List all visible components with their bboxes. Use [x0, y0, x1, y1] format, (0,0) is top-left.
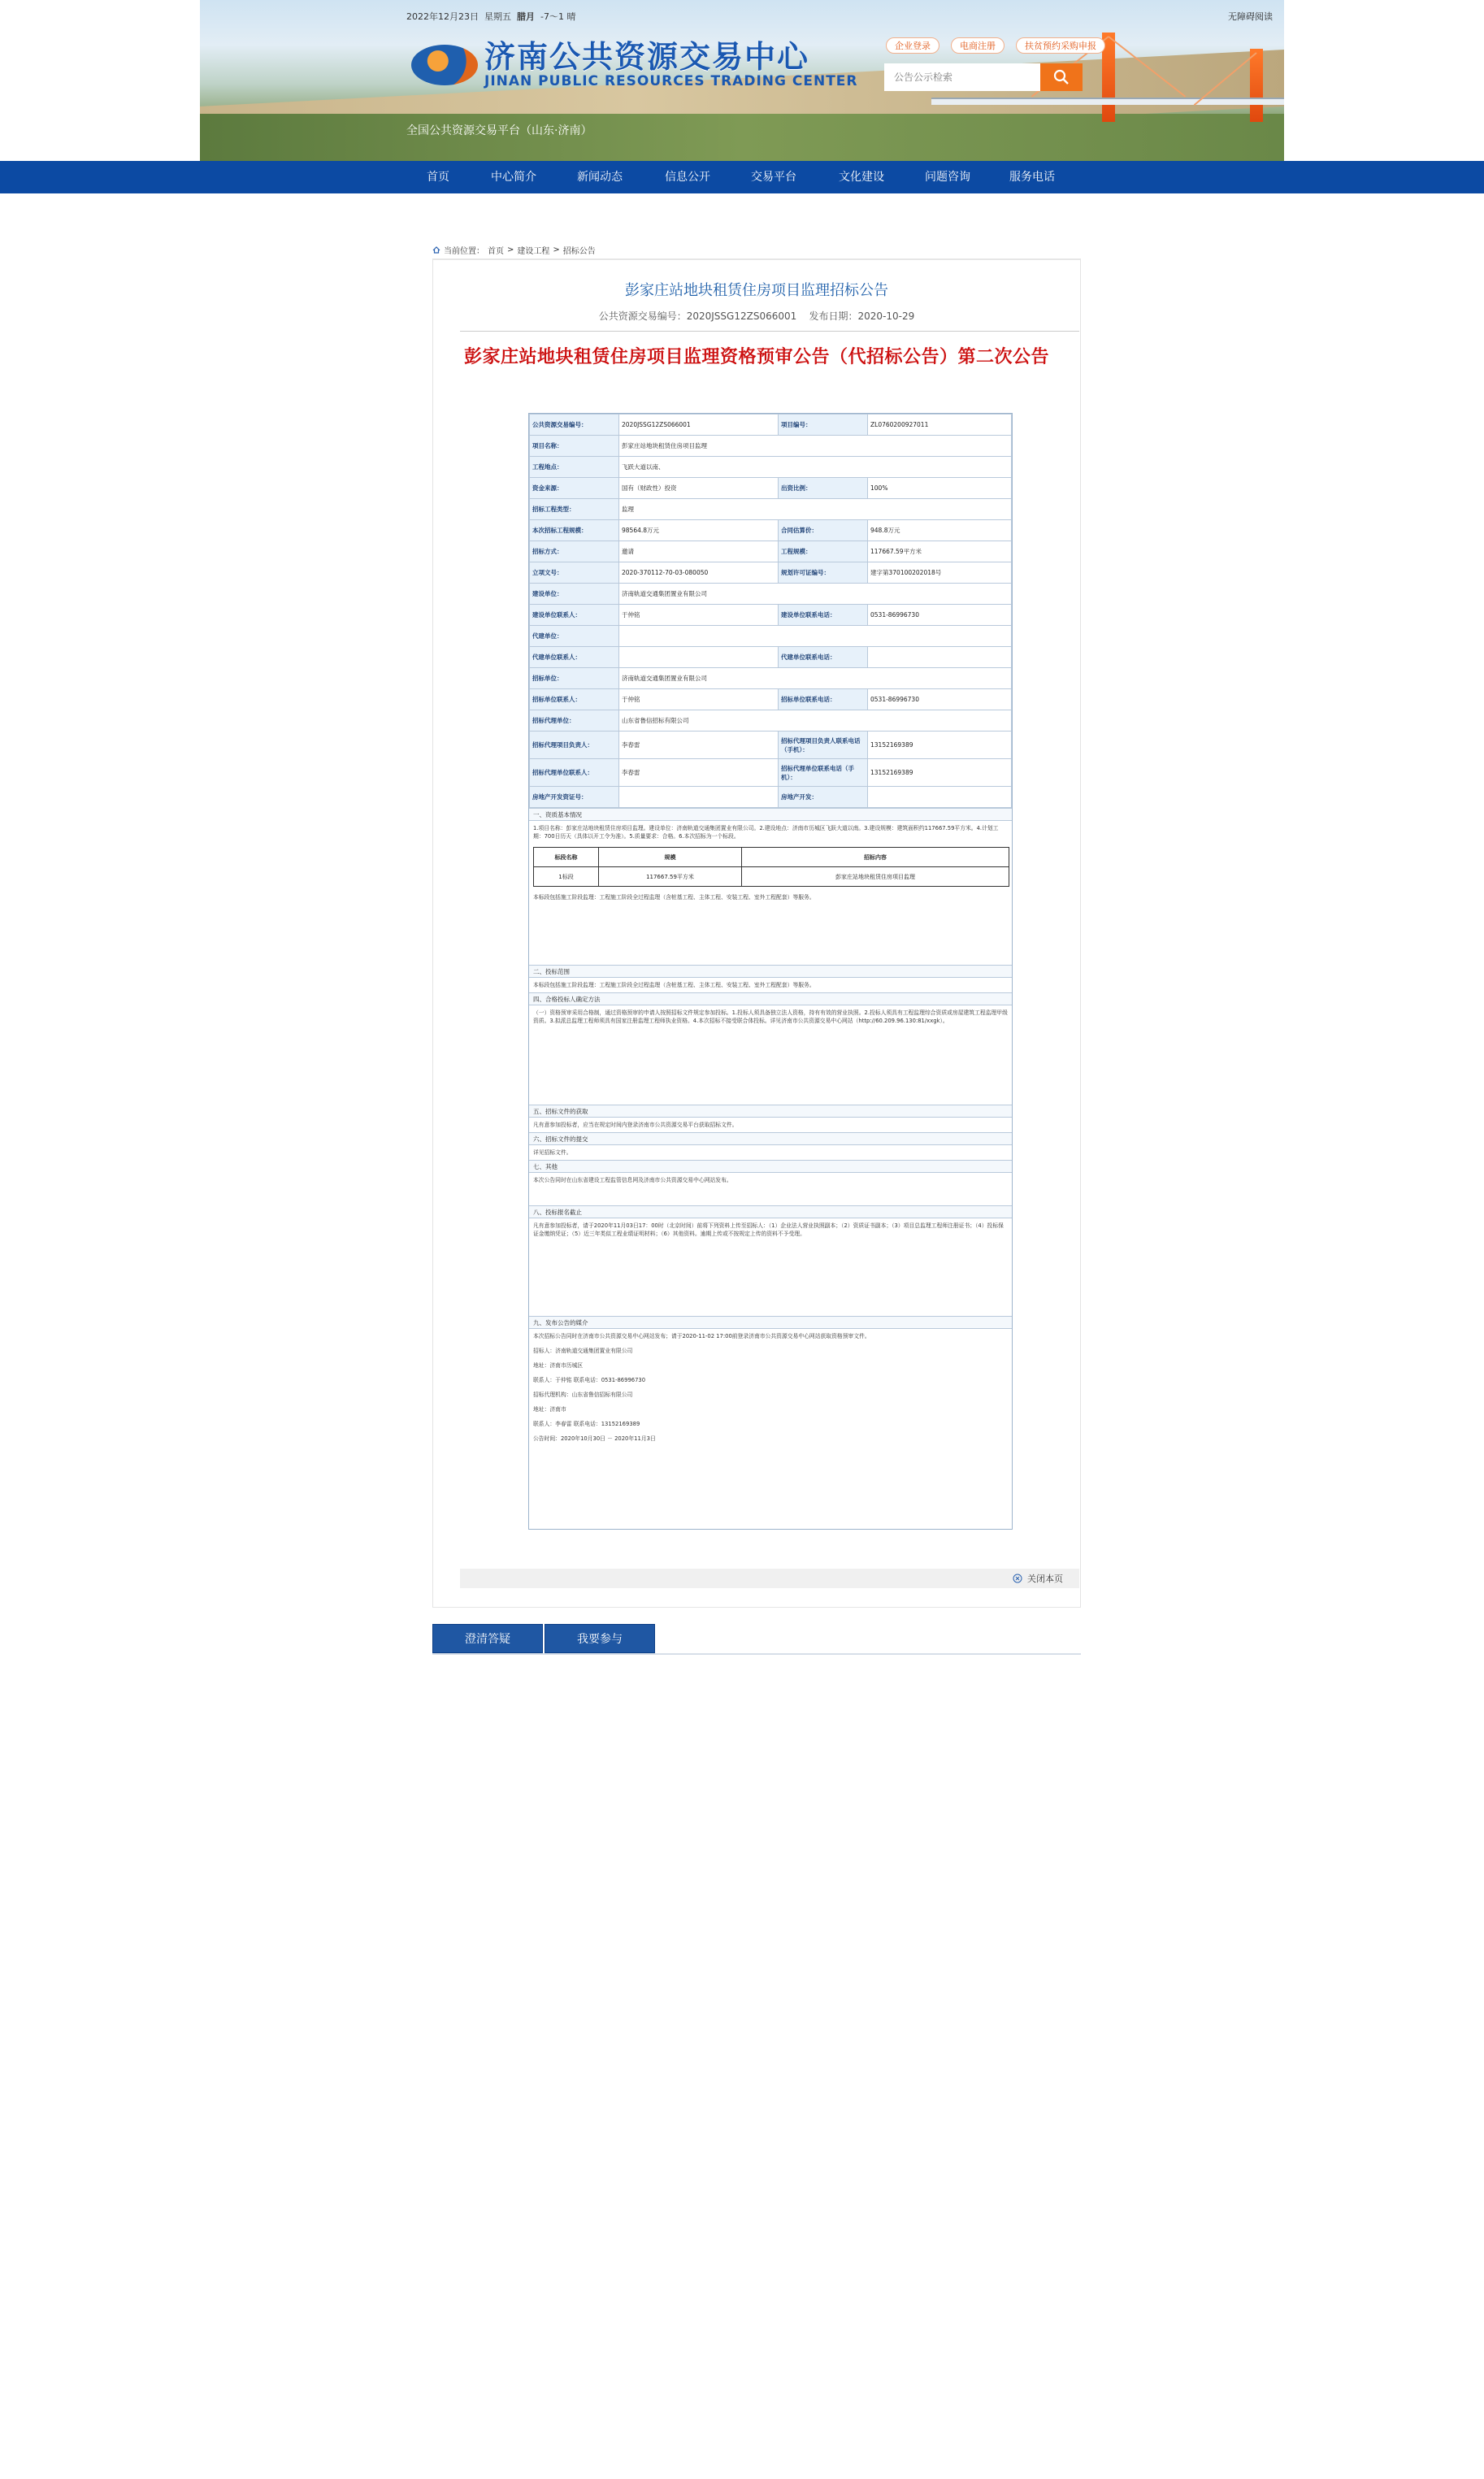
lot-table-cell: 1标段 [534, 867, 599, 887]
info-key: 出资比例： [779, 478, 868, 499]
meta-code: 2020JSSG12ZS066001 [686, 310, 797, 322]
info-value: 飞跃大道以南、 [619, 457, 1012, 478]
section-text: 本标段包括施工阶段监理：工程施工阶段全过程监理（含桩基工程、主体工程、安装工程、室外工程配套）等服务。 [533, 982, 815, 988]
info-key: 招标单位联系人： [530, 689, 619, 710]
search-box [884, 63, 1083, 91]
section-heading: 五、招标文件的获取 [529, 1105, 1012, 1118]
title-divider [460, 331, 1079, 332]
slogan: 全国公共资源交易平台（山东·济南） [406, 124, 592, 137]
contact-line: 地址：济南市 [533, 1406, 566, 1413]
info-value: 山东省鲁信招标有限公司 [619, 710, 1012, 732]
info-key: 资金来源： [530, 478, 619, 499]
logo-title-en: JINAN PUBLIC RESOURCES TRADING CENTER [484, 73, 858, 89]
info-row [530, 584, 1012, 605]
weather-text: -7～1 晴 [540, 11, 576, 22]
info-key: 建设单位联系人： [530, 605, 619, 626]
info-row [530, 732, 1012, 759]
info-row [530, 710, 1012, 732]
info-key: 招标单位： [530, 668, 619, 689]
logo-mark-icon [411, 45, 478, 85]
info-value: ZL0760200927011 [868, 415, 1012, 436]
close-bar [460, 1569, 1079, 1588]
close-icon [1013, 1574, 1022, 1583]
section-text: 1.项目名称：彭家庄站地块租赁住房项目监理。建设单位：济南轨道交通集团置业有限公司。2.建设地点：济南市历城区飞跃大道以南。3.建设规模：建筑面积约117667.59平方米。4.计划工期：700日历天（具体以开工令为准）。5.质量要求：合格。6.本次招标为一个标段。 [533, 825, 999, 840]
info-key: 房地产开发： [779, 787, 868, 808]
info-key: 代建单位联系电话： [779, 647, 868, 668]
info-row [530, 787, 1012, 808]
info-value: 98564.8万元 [619, 520, 779, 541]
section-text: （一）资格预审采用合格制，通过资格预审的申请人按照招标文件规定参加投标。1.投标人须具备独立法人资格，持有有效的营业执照。2.投标人须具有工程监理综合资质或房屋建筑工程监理甲级资质。3.拟派总监理工程师须具有国家注册监理工程师执业资格。4.本次招标不接受联合体投标。详见济南市公共资源交易中心网站（http://60.209.96.130:81/xxgk）。 [533, 1009, 1008, 1024]
info-key: 公共资源交易编号： [530, 415, 619, 436]
info-row [530, 499, 1012, 520]
section-text: 本标段包括施工阶段监理：工程施工阶段全过程监理（含桩基工程、主体工程、安装工程、室外工程配套）等服务。 [533, 894, 815, 901]
nav-consult[interactable]: 问题咨询 [925, 171, 970, 184]
section-heading: 六、招标文件的提交 [529, 1132, 1012, 1145]
lot-table-header: 规模 [599, 848, 742, 867]
breadcrumb-separator: > [553, 245, 560, 254]
info-value: 监理 [619, 499, 1012, 520]
info-key: 招标工程类型： [530, 499, 619, 520]
info-key: 立项文号： [530, 562, 619, 584]
accessibility-link[interactable]: 无障碍阅读 [1228, 11, 1273, 22]
info-value [868, 787, 1012, 808]
main-nav [0, 161, 1484, 193]
bridge-tower-right [1250, 49, 1263, 122]
info-row [530, 605, 1012, 626]
info-value: 李春雷 [619, 732, 779, 759]
section-text: 凡有意参加投标者，应当在规定时间内登录济南市公共资源交易平台获取招标文件。 [533, 1122, 738, 1128]
section-heading: 七、其他 [529, 1160, 1012, 1173]
close-page-label: 关闭本页 [1027, 1574, 1063, 1584]
section-text: 本次招标公告同时在济南市公共资源交易中心网站发布；请于2020-11-02 17:00前登录济南市公共资源交易中心网站获取资格预审文件。 [533, 1333, 870, 1339]
info-key: 招标代理单位： [530, 710, 619, 732]
info-value [619, 787, 779, 808]
info-key: 合同估算价： [779, 520, 868, 541]
banner-fields [200, 114, 1284, 161]
info-row [530, 689, 1012, 710]
info-value [619, 626, 1012, 647]
lot-table [533, 847, 1009, 887]
info-row [530, 436, 1012, 457]
info-value: 国有（财政性）投资 [619, 478, 779, 499]
bottom-tabs [432, 1624, 655, 1653]
info-row [530, 626, 1012, 647]
info-key: 本次招标工程规模： [530, 520, 619, 541]
nav-culture[interactable]: 文化建设 [839, 171, 884, 184]
nav-info-public[interactable]: 信息公开 [665, 171, 710, 184]
info-key: 招标代理项目负责人联系电话（手机）： [779, 732, 868, 759]
weekday: 星期五 [484, 11, 511, 22]
info-key: 招标代理项目负责人： [530, 732, 619, 759]
info-value: 李春雷 [619, 759, 779, 787]
home-icon [432, 246, 440, 254]
nav-home[interactable]: 首页 [427, 171, 449, 184]
info-key: 招标单位联系电话： [779, 689, 868, 710]
article-title: 彭家庄站地块租赁住房项目监理招标公告 [625, 282, 888, 299]
login-link[interactable]: 企业登录 [886, 37, 939, 54]
info-key: 建设单位： [530, 584, 619, 605]
section-text: 凡有意参加投标者，请于2020年11月03日17：00时（北京时间）前将下列资料上传至招标人：（1）企业法人营业执照副本；（2）资质证书副本；（3）项目总监理工程师注册证书；（4）投标保证金缴纳凭证；（5）近三年类似工程业绩证明材料；（6）其他资料。逾期上传或不按规定上传的资料不予受理。 [533, 1222, 1004, 1237]
contact-line: 招标代理机构：山东省鲁信招标有限公司 [533, 1391, 633, 1398]
lot-table-cell: 彭家庄站地块租赁住房项目监理 [742, 867, 1009, 887]
meta-date-label: 发布日期： [809, 310, 858, 322]
info-row [530, 541, 1012, 562]
project-info-table [529, 414, 1012, 808]
info-value [868, 647, 1012, 668]
info-value [619, 647, 779, 668]
info-value: 13152169389 [868, 732, 1012, 759]
info-value: 于仲铭 [619, 689, 779, 710]
lot-table-header: 标段名称 [534, 848, 599, 867]
info-value: 100% [868, 478, 1012, 499]
search-icon [1053, 69, 1070, 85]
info-row [530, 668, 1012, 689]
section-heading: 二、投标范围 [529, 965, 1012, 978]
info-value: 2020JSSG12ZS066001 [619, 415, 779, 436]
info-key: 招标代理单位联系电话（手机）： [779, 759, 868, 787]
logo-title-cn: 济南公共资源交易中心 [484, 39, 810, 75]
info-value: 948.8万元 [868, 520, 1012, 541]
breadcrumb [432, 244, 596, 256]
breadcrumb-notice[interactable]: 招标公告 [562, 247, 596, 256]
info-row [530, 647, 1012, 668]
date-text: 2022年12月23日 [406, 11, 479, 22]
nav-news[interactable]: 新闻动态 [577, 171, 623, 184]
info-value: 117667.59平方米 [868, 541, 1012, 562]
info-key: 房地产开发资证号： [530, 787, 619, 808]
date-weather [406, 10, 575, 23]
article-meta [432, 309, 1081, 323]
info-key: 项目名称： [530, 436, 619, 457]
contact-line: 招标人：济南轨道交通集团置业有限公司 [533, 1348, 633, 1354]
info-key: 工程规模： [779, 541, 868, 562]
section-heading: 一、资质基本情况 [529, 808, 1012, 821]
info-key: 项目编号： [779, 415, 868, 436]
info-value: 建字第370100202018号 [868, 562, 1012, 584]
info-value: 邀请 [619, 541, 779, 562]
meta-code-label: 公共资源交易编号： [598, 310, 687, 322]
info-row [530, 415, 1012, 436]
poverty-purchase-link[interactable]: 扶贫预约采购申报 [1016, 37, 1105, 54]
lunar-label: 腊月 [517, 11, 535, 22]
contact-line: 地址：济南市历城区 [533, 1362, 584, 1369]
info-value: 2020-370112-70-03-080050 [619, 562, 779, 584]
header-links [886, 37, 1105, 54]
close-page-link[interactable] [1013, 1572, 1063, 1585]
info-value: 彭家庄站地块租赁住房项目监理 [619, 436, 1012, 457]
info-row [530, 759, 1012, 787]
info-key: 招标代理单位联系人： [530, 759, 619, 787]
info-key: 代建单位联系人： [530, 647, 619, 668]
search-input[interactable] [884, 63, 1040, 91]
breadcrumb-separator: > [507, 245, 514, 254]
search-button[interactable] [1040, 63, 1083, 91]
tab-participate[interactable]: 我要参与 [545, 1624, 655, 1653]
info-value: 13152169389 [868, 759, 1012, 787]
notice-document [528, 413, 1013, 1530]
info-row [530, 520, 1012, 541]
site-logo[interactable] [411, 41, 858, 89]
lot-table-cell: 117667.59平方米 [599, 867, 742, 887]
bridge-deck [931, 98, 1284, 105]
info-value: 0531-86996730 [868, 605, 1012, 626]
section-text: 本次公告同时在山东省建设工程监管信息网及济南市公共资源交易中心网站发布。 [533, 1177, 732, 1183]
nav-service-phone[interactable]: 服务电话 [1009, 171, 1055, 184]
info-key: 招标方式： [530, 541, 619, 562]
publish-period: 公告时间：2020年10月30日 － 2020年11月3日 [533, 1435, 656, 1442]
section-heading: 四、合格投标人确定方法 [529, 992, 1012, 1005]
info-value: 济南轨道交通集团置业有限公司 [619, 668, 1012, 689]
register-link[interactable]: 电商注册 [951, 37, 1005, 54]
info-row [530, 562, 1012, 584]
tabs-underline [432, 1653, 1081, 1655]
info-value: 济南轨道交通集团置业有限公司 [619, 584, 1012, 605]
breadcrumb-construction[interactable]: 建设工程 [517, 247, 550, 256]
contact-line: 联系人：于仲铭 联系电话：0531-86996730 [533, 1377, 646, 1383]
section-text: 详见招标文件。 [533, 1149, 572, 1156]
info-key: 代建单位： [530, 626, 619, 647]
section-heading: 八、投标报名截止 [529, 1205, 1012, 1218]
info-value: 于仲铭 [619, 605, 779, 626]
info-row [530, 478, 1012, 499]
info-key: 工程地点： [530, 457, 619, 478]
breadcrumb-home[interactable]: 首页 [488, 247, 504, 256]
breadcrumb-label: 当前位置： [444, 247, 484, 256]
info-row [530, 457, 1012, 478]
nav-trading-platform[interactable]: 交易平台 [751, 171, 796, 184]
info-value: 0531-86996730 [868, 689, 1012, 710]
contact-line: 联系人：李春雷 联系电话：13152169389 [533, 1421, 640, 1427]
nav-center-intro[interactable]: 中心简介 [491, 171, 536, 184]
meta-date: 2020-10-29 [857, 310, 915, 322]
document-title: 彭家庄站地块租赁住房项目监理资格预审公告（代招标公告）第二次公告 [463, 347, 1049, 367]
info-key: 建设单位联系电话： [779, 605, 868, 626]
info-key: 规划许可证编号： [779, 562, 868, 584]
tab-clarification[interactable]: 澄清答疑 [432, 1624, 543, 1653]
section-heading: 九、发布公告的媒介 [529, 1316, 1012, 1329]
lot-table-header: 招标内容 [742, 848, 1009, 867]
